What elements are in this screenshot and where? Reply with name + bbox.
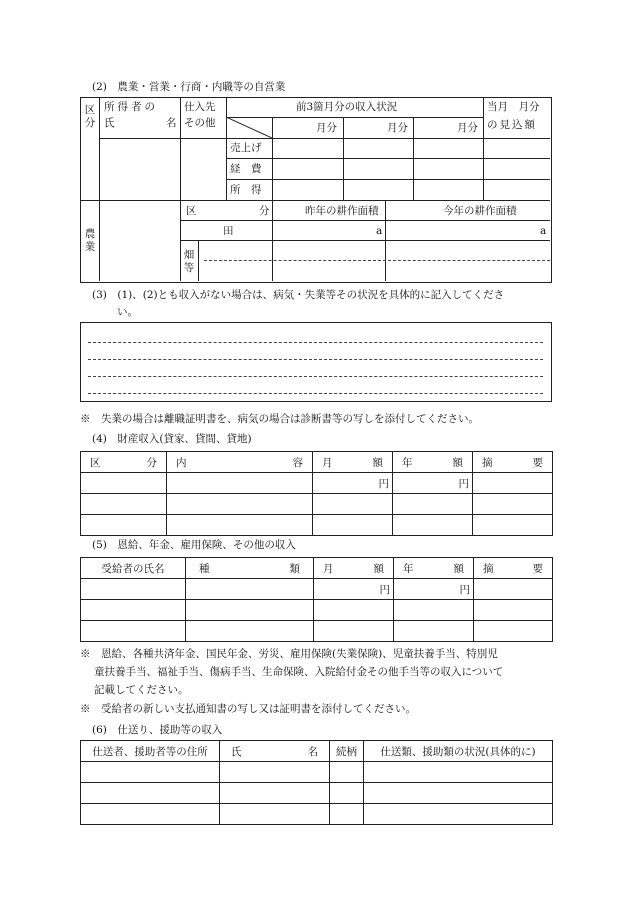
row-sales: 売上げ [230,142,262,154]
situation-box [80,322,552,402]
section-4-title: (4) 財産収入(貸家、貸間、貸地) [92,433,252,445]
farm-kubun-b: 分 [259,205,270,217]
header-month-3: 月分 [457,122,478,134]
note-pension-2: 童扶養手当、福祉手当、傷病手当、生命保険、入院給付金その他手当等の収入について [94,666,504,678]
header-kubun: 区分 [84,104,96,129]
header-current-month: 当月 月分 [487,101,540,113]
property-income-table: 区 分 内 容 月 額 年 額 摘 要 円 円 [80,451,553,536]
section-5-title: (5) 恩給、年金、雇用保険、その他の収入 [92,539,296,551]
row-expenses: 経 費 [230,163,262,175]
header-last-year-area: 昨年の耕作面積 [305,205,379,217]
diagonal-slash [226,117,272,138]
label-rice-field: 田 [223,225,234,237]
note-pension-3: 記載してください。 [94,684,189,696]
header-shotokusha: 所得者の [104,101,158,113]
header-sonota: その他 [184,117,216,129]
unit-are-1: a [376,225,383,237]
table-row: 円 円 [81,579,553,600]
header-month-1: 月分 [316,122,337,134]
unit-are-2: a [540,225,547,237]
table-row [81,783,553,804]
label-farming: 農業 [84,228,96,253]
table-row [81,494,553,515]
row-income: 所 得 [230,184,262,196]
header-this-year-area: 今年の耕作面積 [443,205,517,217]
note-payment-notice: ※ 受給者の新しい支払通知書の写し又は証明書を添付してください。 [80,703,416,715]
remittance-table: 仕送者、援助者等の住所 氏 名 続柄 仕送類、援助類の状況(具体的に) [80,740,553,825]
table-row [81,804,553,825]
header-prev3-months: 前3箇月分の収入状況 [296,101,398,113]
header-shiiresaki: 仕入先 [184,101,216,113]
table-row: 円 円 [81,473,553,494]
note-unemployment: ※ 失業の場合は離職証明書を、病気の場合は診断書等の写しを添付してください。 [80,413,479,425]
table-row [81,515,553,536]
section-2-title: (2) 農業・営業・行商・内職等の自営業 [92,81,286,93]
section-3-line1: (3) (1)、(2)とも収入がない場合は、病気・失業等その状況を具体的に記入してくださ [92,289,505,301]
note-pension-1: ※ 恩給、各種共済年金、国民年金、労災、雇用保険(失業保険)、児童扶養手当、特別児 [80,648,498,660]
section-6-title: (6) 仕送り、援助等の収入 [92,724,223,736]
table-row [81,600,553,621]
section-3-line2: い。 [117,306,138,318]
table-row [81,762,553,783]
farm-kubun-a: 区 [186,205,197,217]
label-upland-field: 畑等 [183,249,195,274]
table-row [81,621,553,642]
pension-income-table: 受給者の氏名 種 類 月 額 年 額 摘 要 円 円 [80,557,553,642]
header-month-2: 月分 [387,122,408,134]
header-mei: 名 [166,117,177,129]
header-shi: 氏 [104,117,115,129]
header-estimate: の見込額 [487,119,537,131]
